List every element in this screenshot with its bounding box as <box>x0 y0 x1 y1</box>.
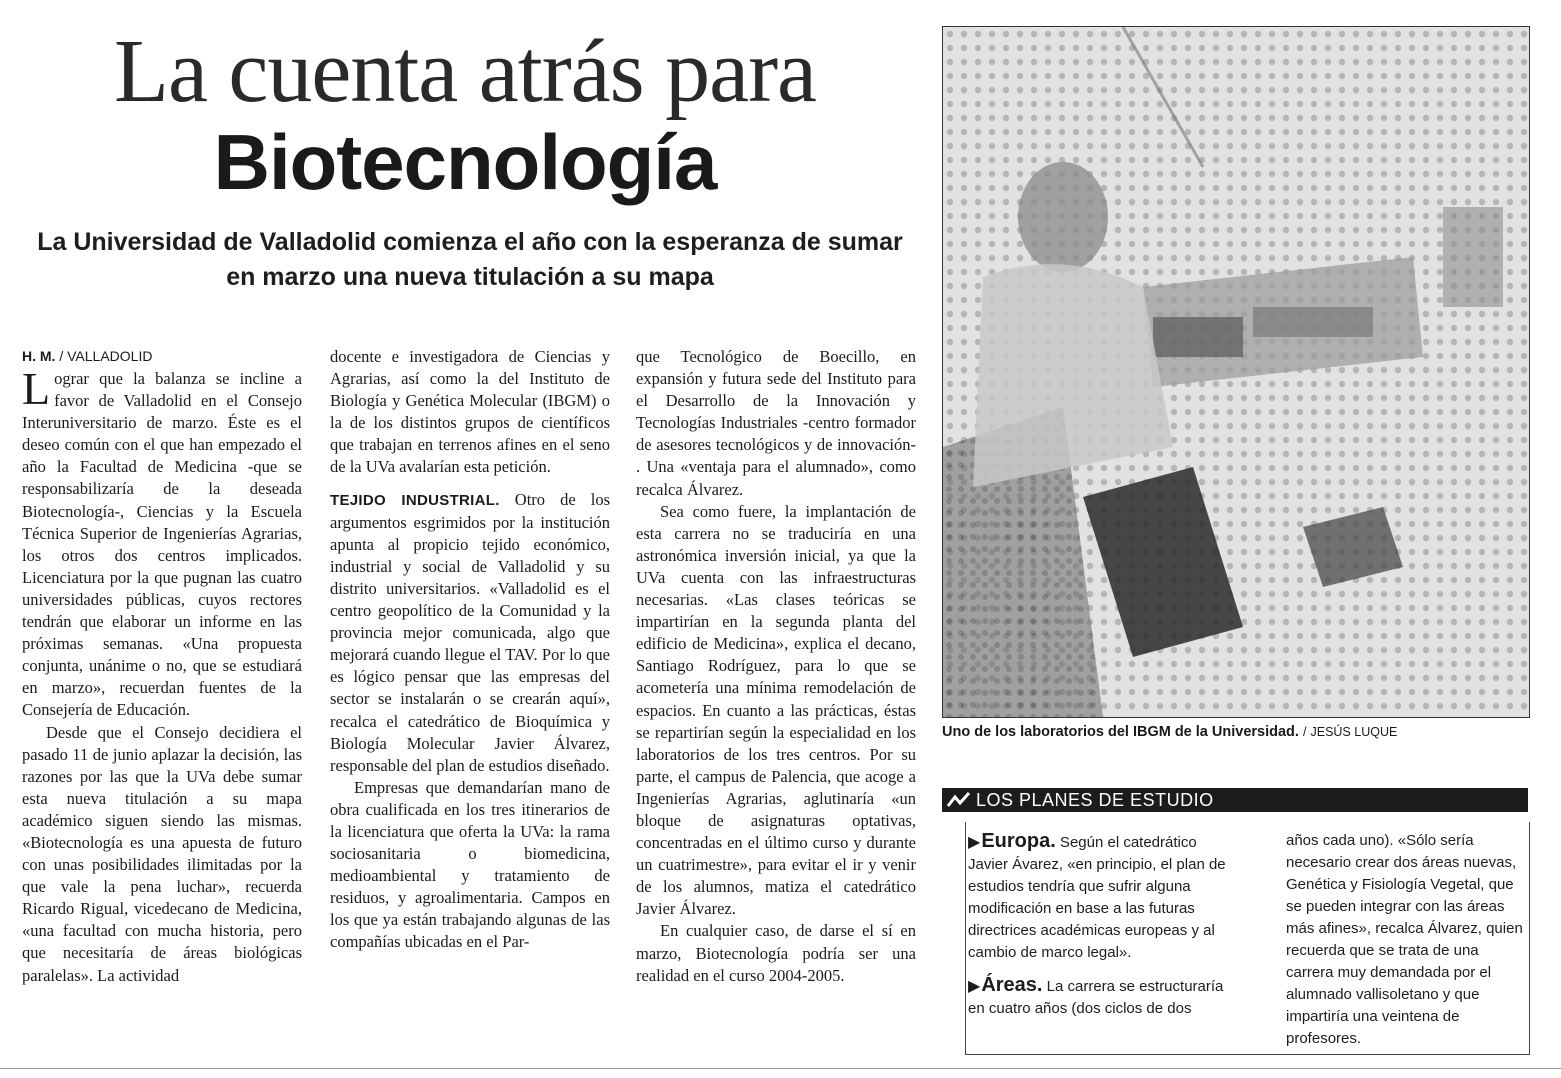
paragraph <box>330 489 610 777</box>
byline-location: VALLADOLID <box>67 348 153 364</box>
lab-photo-image <box>943 27 1529 717</box>
paragraph-text: Otro de los argumentos esgrimidos por la institución apunta al propicio tejido económico, industrial y social de Valladolid y su distrito universitarios. «Valladolid es el centro geopolítico de la Comunidad y la provincia mejor comunicada, algo que mejorará cuando llegue el TAV. Por lo que es lógico pensar que las empresas del sector se instalarán o se crearán aquí», recalca el catedrático de Bioquímica y Biología Molecular Javier Álvarez, responsable del plan de estudios diseñado. <box>330 489 610 775</box>
photo-credit: JESÚS LUQUE <box>1310 725 1398 739</box>
paragraph: Sea como fuere, la implantación de esta carrera no se traduciría en una astronómica inversión inicial, ya que la UVa cuenta con las infraestructuras necesarias. «Las clases teóricas se impartirían en la segunda planta del edificio de Medicina», explica el decano, Santiago Rodríguez, para lo que se acometería una mínima remodelación de espacios. En cuanto a las prácticas, éstas se repartirían según la especialidad en los laboratorios de los tres centros. Por su parte, el campus de Palencia, que acoge a Ingenierías Agrarias, aglutinaría «un bloque de asignaturas optativas, concentradas en el último curso y durante un cuatrimestre», para evitar el ir y venir de los alumnos, matiza el catedrático Javier Álvarez. <box>636 501 916 919</box>
page-bottom-rule <box>0 1068 1561 1069</box>
sidebar-entry-europa <box>968 830 1240 964</box>
lab-photo <box>942 26 1530 718</box>
section-lead-in: TEJIDO INDUSTRIAL. <box>330 491 500 509</box>
sidebar-column-1 <box>968 830 1240 1020</box>
byline-author: H. M. <box>22 348 56 364</box>
headline-line-2: Biotecnología <box>213 118 717 206</box>
subheadline: La Universidad de Valladolid comienza el año con la esperanza de sumar en marzo una nueva titulación a su mapa <box>37 228 903 291</box>
sidebar-column-2 <box>1286 830 1526 1050</box>
article-column-3 <box>636 346 916 987</box>
entry-heading: Áreas. <box>981 974 1043 996</box>
headline-line-1: La cuenta atrás para <box>113 22 817 121</box>
entry-heading: Europa. <box>981 830 1056 852</box>
arrow-right-icon: ▶ <box>968 834 981 851</box>
photo-caption-text: Uno de los laboratorios del IBGM de la Universidad. <box>942 724 1299 740</box>
trend-line-icon <box>946 790 972 810</box>
paragraph: Desde que el Consejo decidiera el pasado 11 de junio aplazar la decisión, las razones por las que la UVa debe sumar esta nueva titulación a su mapa académico siguen siendo las mismas. «Biotecnología es una apuesta de futuro con unas posibilidades ilimitadas por la que vale la pena luchar», recuerda Ricardo Rigual, vicedecano de Medicina, «una facultad con mucha historia, pero que necesitaría de áreas biológicas paralelas». La actividad <box>22 722 302 985</box>
paragraph: docente e investigadora de Ciencias y Agrarias, así como la del Instituto de Biología y Genética Molecular (IBGM) o la de los distintos grupos de científicos que trabajan en terrenos afines en el seno de la UVa avalarían esta petición. <box>330 347 610 477</box>
article-column-1 <box>22 346 302 987</box>
sidebar-title: LOS PLANES DE ESTUDIO <box>976 790 1214 810</box>
sidebar-entry-areas <box>968 974 1240 1020</box>
paragraph <box>22 363 302 722</box>
entry-text: Según el catedrático Javier Ávarez, «en principio, el plan de estudios tendría que sufrir alguna modificación en base a las futuras directrices académicas europeas y al cambio de marco legal». <box>968 834 1226 961</box>
byline <box>22 346 302 366</box>
arrow-right-icon: ▶ <box>968 978 981 995</box>
paragraph-text: ograr que la balanza se incline a favor de Valladolid en el Consejo Interuniversitario de marzo. Éste es el deseo común con el que han empezado el año la Facultad de Medicina -que se responsabilizaría de la deseada Biotecnología-, Ciencias y la Escuela Técnica Superior de Ingenierías Agrarias, los otros dos centros implicados. Licenciatura por la que pugnan las cuatro universidades públicas, cuyos rectores tendrán que elaborar un informe en las próximas semanas. «Una propuesta conjunta, unánime o no, que se estudiará en marzo», recuerdan fuentes de la Consejería de Educación. <box>22 369 302 720</box>
byline-separator: / <box>59 348 64 364</box>
drop-cap: L <box>22 363 51 414</box>
paragraph: que Tecnológico de Boecillo, en expansión y futura sede del Instituto para el Desarrollo de la Innovación y Tecnologías Industriales -centro formador de asesores tecnológicos y de innovación- . Una «ventaja para el alumnado», como recalca Álvarez. <box>636 347 916 499</box>
photo-caption <box>942 722 1542 742</box>
entry-text: La carrera se estructuraría en cuatro años (dos ciclos de dos <box>968 978 1224 1017</box>
paragraph: En cualquier caso, de darse el sí en marzo, Biotecnología podría ser una realidad en el curso 2004-2005. <box>636 921 916 985</box>
sidebar-header <box>942 788 1528 812</box>
article-column-2 <box>330 346 610 954</box>
photo-credit-separator: / <box>1302 725 1307 739</box>
paragraph: Empresas que demandarían mano de obra cualificada en los tres itinerarios de la licenciatura que oferta la UVa: la rama sociosanitaria o biomedicina, medioambiental y tratamiento de residuos, y agroalimentaria. Campos en los que ya están trabajando algunas de las compañías ubicadas en el Par- <box>330 777 610 952</box>
sidebar-entry-continued: años cada uno). «Sólo sería necesario crear dos áreas nuevas, Genética y Fisiología Vegetal, que se pueden integrar con las áreas más afines», recalca Álvarez, quien recuerda que se trata de una carrera muy demandada por el alumnado vallisoletano y que impartiría una veintena de profesores. <box>1286 832 1523 1047</box>
